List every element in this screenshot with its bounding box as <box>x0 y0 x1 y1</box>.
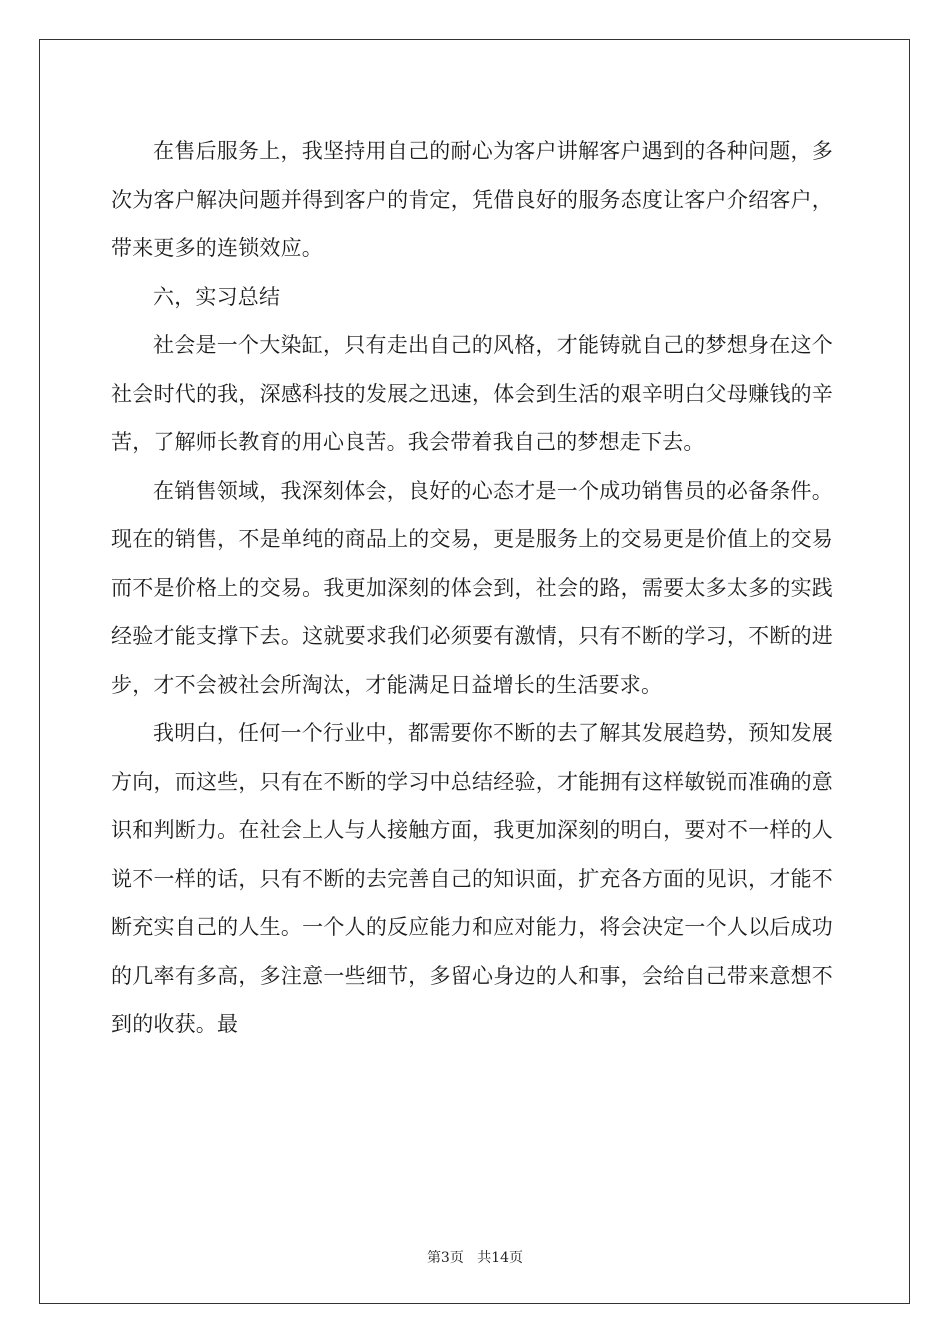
section-heading-internship-summary: 六，实习总结 <box>153 284 281 309</box>
page-footer <box>0 1247 950 1267</box>
paragraph-sales-field: 在销售领域，我深刻体会，良好的心态才是一个成功销售员的必备条件。现在的销售，不是单纯的商品上的交易，更是服务上的交易更是价值上的交易而不是价格上的交易。我更加深刻的体会到，社会的路，需要太多太多的实践经验才能支撑下去。这就要求我们必须要有激情，只有不断的学习，不断的进步，才不会被社会所淘汰，才能满足日益增长的生活要求。 <box>111 478 833 697</box>
page-number: 第3页 <box>426 1250 464 1266</box>
paragraph-society: 社会是一个大染缸，只有走出自己的风格，才能铸就自己的梦想身在这个社会时代的我，深感科技的发展之迅速，体会到生活的艰辛明白父母赚钱的辛苦，了解师长教育的用心良苦。我会带着我自己的梦想走下去。 <box>111 333 833 454</box>
document-body <box>111 127 833 1049</box>
paragraph-after-sales: 在售后服务上，我坚持用自己的耐心为客户讲解客户遇到的各种问题，多次为客户解决问题并得到客户的肯定，凭借良好的服务态度让客户介绍客户，带来更多的连锁效应。 <box>111 139 833 260</box>
paragraph-understanding: 我明白，任何一个行业中，都需要你不断的去了解其发展趋势，预知发展方向，而这些，只有在不断的学习中总结经验，才能拥有这样敏锐而准确的意识和判断力。在社会上人与人接触方面，我更加深刻的明白，要对不一样的人说不一样的话，只有不断的去完善自己的知识面，扩充各方面的见识，才能不断充实自己的人生。一个人的反应能力和应对能力，将会决定一个人以后成功的几率有多高，多注意一些细节，多留心身边的人和事，会给自己带来意想不到的收获。最 <box>111 721 833 1036</box>
page-total: 共14页 <box>477 1250 524 1266</box>
